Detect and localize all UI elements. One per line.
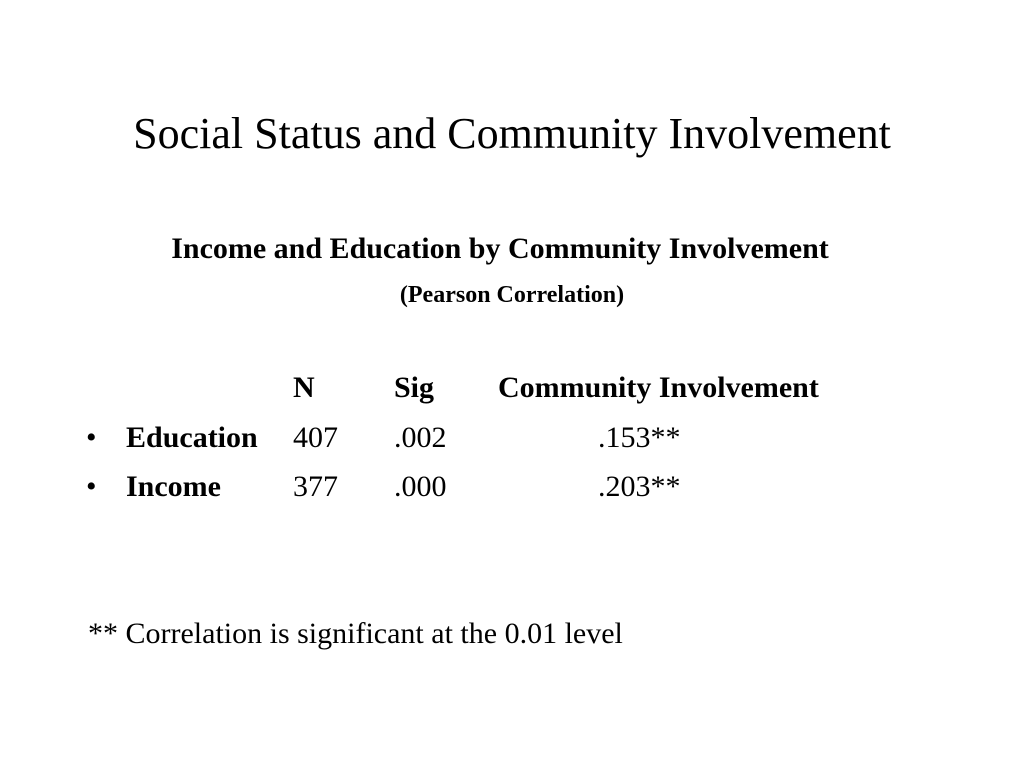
cell-income-n: 377 [293,470,338,503]
row-label-income: Income [126,470,221,503]
bullet-icon: • [86,470,97,503]
cell-education-community-involvement: .153** [598,421,681,454]
table-title: Income and Education by Community Involvement [171,232,829,265]
column-header-community-involvement: Community Involvement [498,371,819,404]
cell-income-sig: .000 [394,470,447,503]
table-header-row [0,368,1024,408]
column-header-sig: Sig [394,371,435,404]
table-row-education [0,418,1024,458]
row-label-education: Education [126,421,258,454]
cell-education-sig: .002 [394,421,447,454]
slide-title: Social Status and Community Involvement [133,109,891,158]
cell-education-n: 407 [293,421,338,454]
footnote: ** Correlation is significant at the 0.01 level [88,617,623,650]
column-header-n: N [293,371,315,404]
table-row-income [0,467,1024,507]
table-subtitle: (Pearson Correlation) [399,282,625,308]
cell-income-community-involvement: .203** [598,470,681,503]
bullet-icon: • [86,421,97,454]
